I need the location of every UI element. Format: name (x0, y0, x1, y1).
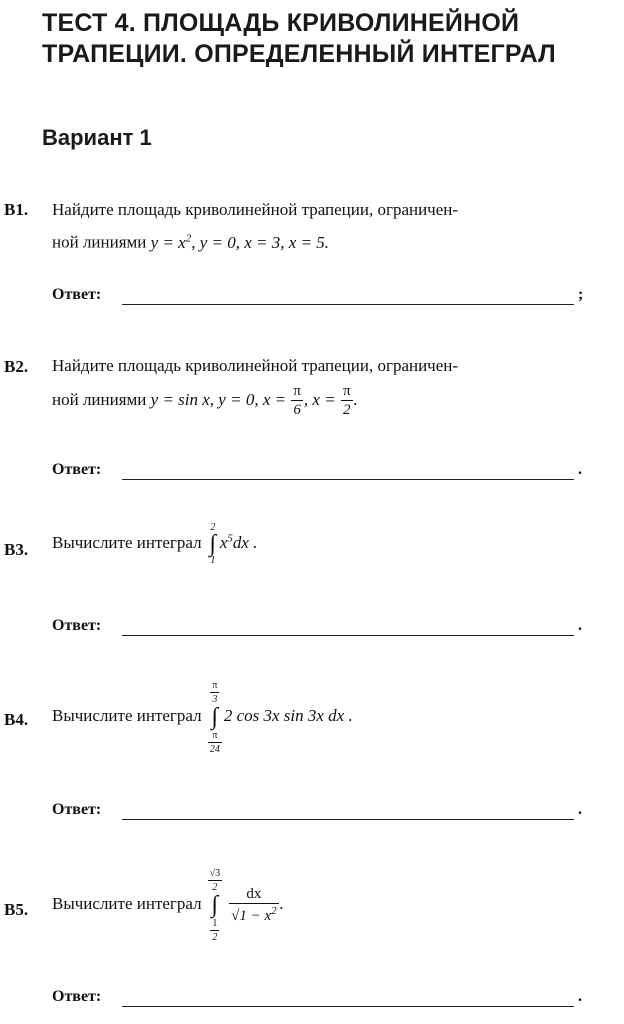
answer-line[interactable] (122, 1006, 574, 1007)
question-b1-line2: ной линиями $y = x^2$, y = 0, x = 3, x = 5. (52, 232, 330, 252)
formula-b1: $y = x^2$, y = 0, x = 3, x = 5. (150, 232, 330, 252)
integral-b4: $\frac{\pi}{3}$ ∫ $\frac{\pi}{24}$ 2 cos 3x sin 3x dx . (209, 680, 353, 756)
answer-line[interactable] (122, 479, 574, 480)
answer-field-b5[interactable]: Ответ: . (52, 988, 582, 1005)
answer-label: Ответ: (52, 801, 102, 818)
answer-line[interactable] (122, 635, 574, 636)
question-b1 (52, 196, 592, 257)
answer-label: Ответ: (52, 988, 102, 1005)
answer-line[interactable] (122, 304, 574, 305)
integral-b3: 2 ∫ 1 $x^5dx$ . (209, 522, 258, 566)
integral-b5: $\frac{√3}{2}$ ∫ $\frac{1}{2}$ $\frac{dx}{√1 - x^2}$ . (209, 868, 284, 944)
question-b2-line2: ной линиями y = sin x, y = 0, x = $\frac{\pi}{6}$ , x = $\frac{\pi}{2}$ . (52, 383, 358, 418)
question-b2-line1: Найдите площадь криволинейной трапеции, ограничен- (52, 356, 459, 375)
answer-label: Ответ: (52, 461, 102, 478)
answer-label: Ответ: (52, 617, 102, 634)
answer-label: Ответ: (52, 286, 102, 303)
answer-field-b1[interactable]: Ответ: ; (52, 286, 584, 303)
question-number-b4: B4. (4, 710, 29, 729)
question-b2 (52, 352, 592, 418)
answer-field-b3[interactable]: Ответ: . (52, 617, 582, 634)
question-number-b5: B5. (4, 900, 29, 919)
question-number-b1: B1. (4, 200, 29, 219)
question-b5: Вычислите интеграл $\frac{√3}{2}$ ∫ $\frac{1}{2}$ $\frac{dx}{√1 - x^2}$ . (52, 868, 284, 944)
question-b3: Вычислите интеграл 2 ∫ 1 $x^5dx$ . (52, 522, 258, 566)
answer-line[interactable] (122, 819, 574, 820)
question-number-b3: B3. (4, 540, 29, 559)
answer-field-b4[interactable]: Ответ: . (52, 801, 582, 818)
title-line-1: ТЕСТ 4. ПЛОЩАДЬ КРИВОЛИНЕЙНОЙ (42, 9, 520, 37)
title-line-2: ТРАПЕЦИИ. ОПРЕДЕЛЕННЫЙ ИНТЕГРАЛ (42, 40, 556, 68)
variant-heading: Вариант 1 (42, 125, 152, 150)
question-b1-line1: Найдите площадь криволинейной трапеции, ограничен- (52, 200, 459, 219)
question-number-b2: B2. (4, 357, 29, 376)
question-b4: Вычислите интеграл $\frac{\pi}{3}$ ∫ $\frac{\pi}{24}$ 2 cos 3x sin 3x dx . (52, 680, 353, 756)
answer-field-b2[interactable]: Ответ: . (52, 461, 582, 478)
page-title (42, 8, 612, 70)
formula-b2: y = sin x, y = 0, x = $\frac{\pi}{6}$ , x = $\frac{\pi}{2}$ . (150, 383, 358, 418)
